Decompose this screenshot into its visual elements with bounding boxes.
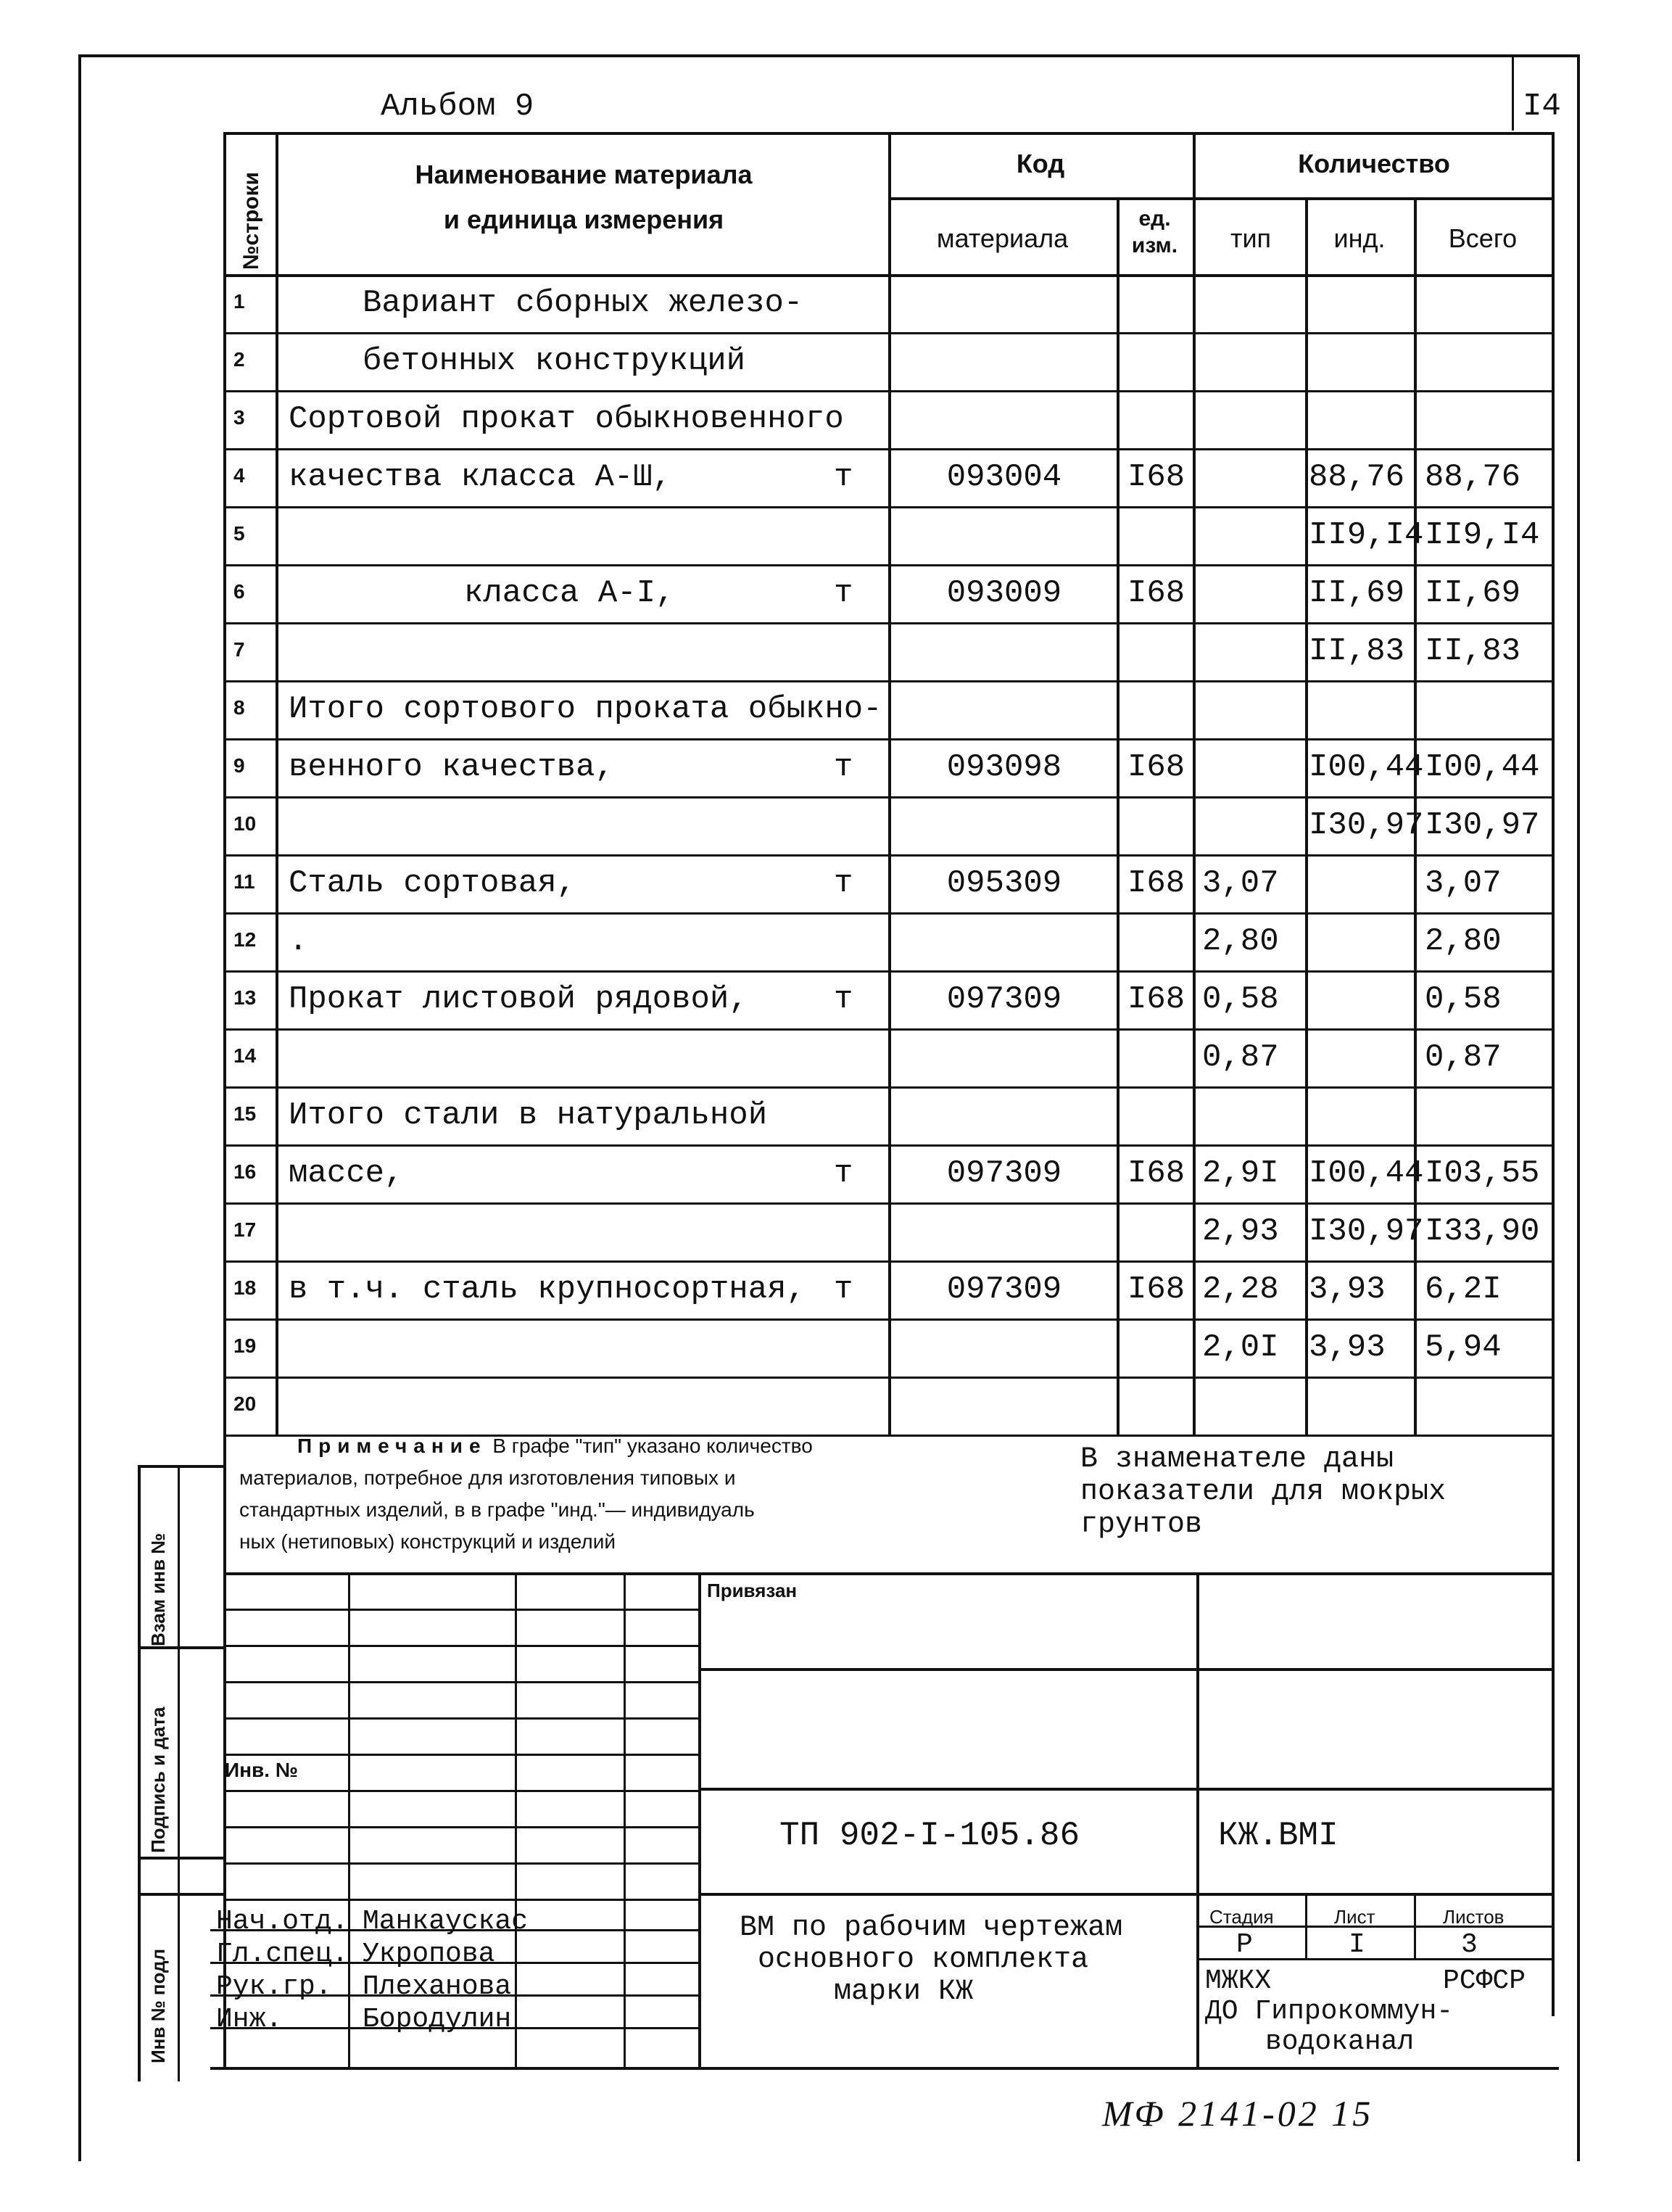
row-number: 17 bbox=[233, 1218, 257, 1241]
row-unit bbox=[834, 1318, 877, 1377]
row-typ bbox=[1202, 274, 1304, 332]
organization-line2: ДО Гипрокоммун- bbox=[1205, 1996, 1454, 2027]
row-number: 9 bbox=[233, 754, 245, 777]
row-unit bbox=[834, 622, 877, 680]
row-unit bbox=[834, 332, 877, 390]
row-ed: I68 bbox=[1127, 749, 1185, 785]
stage-label: Стадия bbox=[1209, 1906, 1274, 1928]
album-label: Альбом 9 bbox=[381, 88, 534, 125]
grid-line-h bbox=[138, 1465, 225, 1468]
row-total: 3,07 bbox=[1425, 865, 1502, 901]
side-label-vzam: Взам инв № bbox=[147, 1532, 169, 1646]
row-ind: 3,93 bbox=[1309, 1329, 1386, 1366]
row-name: качества класса А-Ш, bbox=[289, 459, 672, 495]
row-name: в т.ч. сталь крупносортная, bbox=[289, 1271, 806, 1308]
row-code bbox=[899, 390, 1109, 448]
row-ed bbox=[1127, 332, 1193, 390]
row-unit: т bbox=[834, 459, 853, 495]
sheets-value: 3 bbox=[1461, 1929, 1478, 1960]
row-number: 1 bbox=[233, 290, 245, 313]
row-number: 13 bbox=[233, 986, 257, 1009]
note-line1 bbox=[297, 1435, 813, 1458]
privyazan-label: Привязан bbox=[707, 1580, 798, 1601]
title-line1: ВМ по рабочим чертежам bbox=[740, 1912, 1123, 1944]
footer-code: МФ 2141-02 15 bbox=[1102, 2093, 1374, 2134]
row-typ bbox=[1202, 796, 1304, 854]
row-total: I03,55 bbox=[1425, 1155, 1540, 1192]
grid-line-h bbox=[223, 1790, 698, 1792]
row-ed bbox=[1127, 274, 1193, 332]
row-typ bbox=[1202, 332, 1304, 390]
row-ed bbox=[1127, 1086, 1193, 1144]
row-name: . bbox=[289, 923, 308, 960]
organization-line3: водоканал bbox=[1265, 2026, 1415, 2058]
row-code bbox=[899, 1318, 1109, 1377]
row-total: 88,76 bbox=[1425, 459, 1521, 495]
note-line3: стандартных изделий, в в графе "инд."— индивидуаль bbox=[239, 1498, 755, 1521]
row-code bbox=[899, 1028, 1109, 1086]
document-mark: КЖ.ВМI bbox=[1218, 1817, 1338, 1854]
row-ind bbox=[1309, 274, 1414, 332]
row-unit: т bbox=[834, 865, 853, 901]
outer-frame-top bbox=[78, 54, 1579, 57]
row-name: Итого стали в натуральной bbox=[289, 1097, 768, 1134]
grid-line-v bbox=[178, 1465, 180, 2081]
grid-line-v bbox=[624, 1572, 626, 2067]
row-name: Итого сортового проката обыкно- bbox=[289, 691, 882, 727]
row-ed bbox=[1127, 1318, 1193, 1377]
outer-frame-left bbox=[78, 54, 81, 2161]
row-total bbox=[1425, 274, 1552, 332]
person-name: Укропова bbox=[363, 1939, 495, 1970]
person-role: Рук.гр. bbox=[216, 1971, 332, 2002]
grid-line-h bbox=[698, 1788, 1552, 1791]
row-name bbox=[289, 1028, 827, 1086]
row-number: 19 bbox=[233, 1334, 257, 1357]
header-name-line1: Наименование материала bbox=[415, 160, 753, 189]
note-label: Примечание bbox=[297, 1435, 487, 1457]
row-ind: I30,97 bbox=[1309, 1213, 1424, 1250]
row-unit bbox=[834, 1377, 877, 1435]
note-line2: материалов, потребное для изготовления типовых и bbox=[239, 1466, 736, 1489]
row-number: 18 bbox=[233, 1276, 257, 1299]
sheet-label: Лист bbox=[1334, 1906, 1375, 1928]
grid-line-h bbox=[223, 1572, 698, 1575]
row-unit bbox=[834, 274, 877, 332]
row-ind bbox=[1309, 970, 1414, 1028]
header-unit-line2: изм. bbox=[1131, 234, 1178, 257]
row-ed bbox=[1127, 912, 1193, 970]
row-code: 093009 bbox=[946, 575, 1062, 611]
row-code: 097309 bbox=[946, 981, 1062, 1018]
row-total: I30,97 bbox=[1425, 807, 1540, 843]
row-number: 14 bbox=[233, 1044, 257, 1067]
grid-line-h bbox=[223, 1899, 698, 1901]
row-ind: II,69 bbox=[1309, 575, 1405, 611]
row-ed: I68 bbox=[1127, 865, 1185, 901]
row-total: 5,94 bbox=[1425, 1329, 1502, 1366]
grid-line-h bbox=[223, 1681, 698, 1683]
row-code bbox=[899, 796, 1109, 854]
row-code bbox=[899, 622, 1109, 680]
row-number: 3 bbox=[233, 406, 245, 429]
sheet-number: I4 bbox=[1523, 88, 1561, 125]
row-total bbox=[1425, 332, 1552, 390]
grid-line-h bbox=[223, 132, 1552, 135]
row-ind: I00,44 bbox=[1309, 1155, 1424, 1192]
row-ed bbox=[1127, 680, 1193, 738]
row-total bbox=[1425, 1086, 1552, 1144]
header-rownum: №строки bbox=[239, 172, 263, 270]
row-typ bbox=[1202, 390, 1304, 448]
row-ind bbox=[1309, 332, 1414, 390]
row-code bbox=[899, 332, 1109, 390]
row-typ: 2,28 bbox=[1202, 1271, 1279, 1308]
grid-line-h bbox=[698, 1893, 1552, 1896]
row-ed: I68 bbox=[1127, 459, 1185, 495]
grid-line-v bbox=[348, 1572, 350, 2067]
row-unit bbox=[834, 1028, 877, 1086]
row-total: I33,90 bbox=[1425, 1213, 1540, 1250]
row-typ: 2,93 bbox=[1202, 1213, 1279, 1250]
header-name-line2: и единица измерения bbox=[443, 205, 724, 234]
header-typ: тип bbox=[1230, 223, 1272, 253]
person-role: Гл.спец. bbox=[216, 1939, 349, 1970]
side-label-inv-podl: Инв № подл bbox=[147, 1948, 169, 2063]
row-ed bbox=[1127, 622, 1193, 680]
row-typ: 2,0I bbox=[1202, 1329, 1279, 1366]
person-role: Инж. bbox=[216, 2004, 283, 2035]
row-code: 097309 bbox=[946, 1155, 1062, 1192]
row-typ: 3,07 bbox=[1202, 865, 1279, 901]
row-total bbox=[1425, 680, 1552, 738]
row-total: II9,I4 bbox=[1425, 517, 1540, 553]
row-name: Прокат листовой рядовой, bbox=[289, 981, 748, 1018]
row-number: 10 bbox=[233, 812, 257, 835]
row-name bbox=[289, 506, 827, 564]
note-right-line3: грунтов bbox=[1080, 1509, 1203, 1541]
row-ind bbox=[1309, 912, 1414, 970]
row-number: 2 bbox=[233, 348, 245, 371]
grid-line-v bbox=[1196, 1572, 1199, 2067]
row-ind bbox=[1309, 854, 1414, 912]
row-ed bbox=[1127, 1377, 1193, 1435]
stage-value: Р bbox=[1236, 1929, 1253, 1960]
row-name: класса А-I, bbox=[464, 575, 675, 611]
organization-line1: МЖКХ bbox=[1205, 1965, 1272, 1997]
row-typ bbox=[1202, 506, 1304, 564]
row-ind bbox=[1309, 1086, 1414, 1144]
row-ed bbox=[1127, 796, 1193, 854]
header-unit-line1: ед. bbox=[1138, 207, 1171, 231]
grid-line-h bbox=[223, 1645, 698, 1647]
row-total: 6,2I bbox=[1425, 1271, 1502, 1308]
row-code: 093004 bbox=[946, 459, 1062, 495]
sheet-value: I bbox=[1349, 1929, 1365, 1960]
row-unit bbox=[834, 680, 877, 738]
row-name: массе, bbox=[289, 1155, 404, 1192]
row-unit: т bbox=[834, 981, 853, 1018]
row-code bbox=[899, 680, 1109, 738]
row-number: 12 bbox=[233, 928, 257, 951]
row-total: 0,87 bbox=[1425, 1039, 1502, 1076]
row-number: 8 bbox=[233, 696, 245, 719]
row-number: 16 bbox=[233, 1160, 257, 1183]
row-ind: 3,93 bbox=[1309, 1271, 1386, 1308]
organization-line1b: РСФСР bbox=[1443, 1965, 1526, 1997]
row-number: 20 bbox=[233, 1392, 257, 1415]
row-unit: т bbox=[834, 1271, 853, 1308]
grid-line-v bbox=[1117, 197, 1120, 1435]
title-line2: основного комплекта bbox=[758, 1944, 1089, 1976]
row-typ bbox=[1202, 564, 1304, 622]
grid-line-h bbox=[138, 1857, 225, 1860]
row-ind bbox=[1309, 680, 1414, 738]
row-number: 4 bbox=[233, 464, 245, 487]
row-code bbox=[899, 1377, 1109, 1435]
row-unit bbox=[834, 796, 877, 854]
row-code: 093098 bbox=[946, 749, 1062, 785]
row-code bbox=[899, 274, 1109, 332]
title-line3: марки КЖ bbox=[834, 1976, 974, 2008]
row-total: II,83 bbox=[1425, 633, 1521, 669]
row-typ bbox=[1202, 448, 1304, 506]
row-total bbox=[1425, 1377, 1552, 1435]
grid-line-h bbox=[223, 1754, 698, 1756]
row-typ bbox=[1202, 1377, 1304, 1435]
note-text1: В графе "тип" указано количество bbox=[492, 1435, 813, 1457]
grid-line-h bbox=[888, 197, 1552, 200]
row-ind: 88,76 bbox=[1309, 459, 1405, 495]
row-unit: т bbox=[834, 575, 853, 611]
row-name: бетонных конструкций bbox=[363, 343, 746, 379]
header-code: Код bbox=[1016, 149, 1065, 178]
row-typ bbox=[1202, 622, 1304, 680]
grid-line-v bbox=[515, 1572, 517, 2067]
row-ed bbox=[1127, 390, 1193, 448]
row-ind bbox=[1309, 1377, 1414, 1435]
row-ind: II,83 bbox=[1309, 633, 1405, 669]
row-ind: I30,97 bbox=[1309, 807, 1424, 843]
row-unit: т bbox=[834, 1155, 853, 1192]
grid-line-v bbox=[276, 132, 278, 1435]
row-name bbox=[289, 796, 827, 854]
row-unit bbox=[834, 912, 877, 970]
grid-line-h bbox=[138, 1646, 225, 1649]
grid-line-v bbox=[888, 132, 891, 1435]
row-typ: 2,9I bbox=[1202, 1155, 1279, 1192]
row-code bbox=[899, 1202, 1109, 1260]
row-name bbox=[289, 1202, 827, 1260]
row-number: 11 bbox=[233, 870, 255, 893]
side-label-podpis: Подпись и дата bbox=[147, 1707, 169, 1853]
document-code: ТП 902-I-105.86 bbox=[779, 1817, 1080, 1854]
header-material: материала bbox=[936, 223, 1069, 253]
row-ind bbox=[1309, 1028, 1414, 1086]
grid-line-v bbox=[1305, 197, 1308, 1435]
row-ind bbox=[1309, 390, 1414, 448]
row-name bbox=[289, 622, 827, 680]
row-ed: I68 bbox=[1127, 1271, 1185, 1308]
grid-line-h bbox=[210, 2067, 1559, 2070]
row-number: 15 bbox=[233, 1102, 257, 1125]
row-total bbox=[1425, 390, 1552, 448]
row-number: 6 bbox=[233, 580, 245, 603]
grid-line-h bbox=[223, 1717, 698, 1720]
row-unit bbox=[834, 1086, 877, 1144]
row-name bbox=[289, 1377, 827, 1435]
sheets-label: Листов bbox=[1443, 1906, 1505, 1928]
grid-line-h bbox=[138, 1893, 225, 1896]
row-code bbox=[899, 506, 1109, 564]
row-number: 5 bbox=[233, 522, 245, 545]
row-typ bbox=[1202, 680, 1304, 738]
row-name: венного качества, bbox=[289, 749, 614, 785]
grid-line-v bbox=[698, 1572, 701, 2067]
grid-line-h bbox=[223, 1609, 698, 1611]
header-quantity: Количество bbox=[1298, 149, 1450, 178]
row-ed: I68 bbox=[1127, 575, 1185, 611]
row-ed: I68 bbox=[1127, 981, 1185, 1018]
row-name: Вариант сборных железо- bbox=[363, 285, 803, 321]
person-name: Манкаускас bbox=[363, 1906, 529, 1937]
row-unit bbox=[834, 390, 877, 448]
note-line4: ных (нетиповых) конструкций и изделий bbox=[239, 1530, 616, 1553]
note-right-line2: показатели для мокрых bbox=[1080, 1476, 1447, 1509]
row-number: 7 bbox=[233, 638, 245, 661]
row-name: Сортовой прокат обыкновенного bbox=[289, 401, 844, 437]
grid-line-v bbox=[1193, 132, 1196, 1435]
grid-line-v bbox=[138, 1465, 141, 2081]
row-typ: 0,87 bbox=[1202, 1039, 1279, 1076]
row-typ: 2,80 bbox=[1202, 923, 1279, 960]
row-unit bbox=[834, 506, 877, 564]
row-ind: II9,I4 bbox=[1309, 517, 1424, 553]
grid-line-v bbox=[1305, 1893, 1307, 1958]
grid-line-h bbox=[223, 1862, 698, 1865]
row-unit bbox=[834, 1202, 877, 1260]
row-code: 097309 bbox=[946, 1271, 1062, 1308]
row-name bbox=[289, 1318, 827, 1377]
row-code bbox=[899, 1086, 1109, 1144]
row-total: I00,44 bbox=[1425, 749, 1540, 785]
note-right-line1: В знаменателе даны bbox=[1080, 1443, 1394, 1476]
grid-line-v bbox=[1414, 1893, 1416, 1958]
row-ed bbox=[1127, 1028, 1193, 1086]
row-unit: т bbox=[834, 749, 853, 785]
person-name: Плеханова bbox=[363, 1971, 512, 2002]
header-ind: инд. bbox=[1333, 223, 1386, 253]
row-code bbox=[899, 912, 1109, 970]
row-total: II,69 bbox=[1425, 575, 1521, 611]
header-total: Всего bbox=[1448, 223, 1518, 253]
row-typ bbox=[1202, 1086, 1304, 1144]
outer-frame-right bbox=[1577, 54, 1580, 2161]
row-ed: I68 bbox=[1127, 1155, 1185, 1192]
row-code: 095309 bbox=[946, 865, 1062, 901]
row-total: 2,80 bbox=[1425, 923, 1502, 960]
grid-line-h bbox=[698, 1668, 1552, 1671]
row-name: Сталь сортовая, bbox=[289, 865, 576, 901]
row-typ bbox=[1202, 738, 1304, 796]
row-total: 0,58 bbox=[1425, 981, 1502, 1018]
row-ind: I00,44 bbox=[1309, 749, 1424, 785]
grid-line-v bbox=[1552, 132, 1555, 2016]
row-ed bbox=[1127, 1202, 1193, 1260]
sheet-number-divider bbox=[1512, 57, 1514, 131]
person-role: Нач.отд. bbox=[216, 1906, 349, 1937]
grid-line-h bbox=[223, 1826, 698, 1828]
inv-no-label: Инв. № bbox=[225, 1759, 299, 1781]
row-typ: 0,58 bbox=[1202, 981, 1279, 1018]
person-name: Бородулин bbox=[363, 2004, 512, 2035]
row-ed bbox=[1127, 506, 1193, 564]
